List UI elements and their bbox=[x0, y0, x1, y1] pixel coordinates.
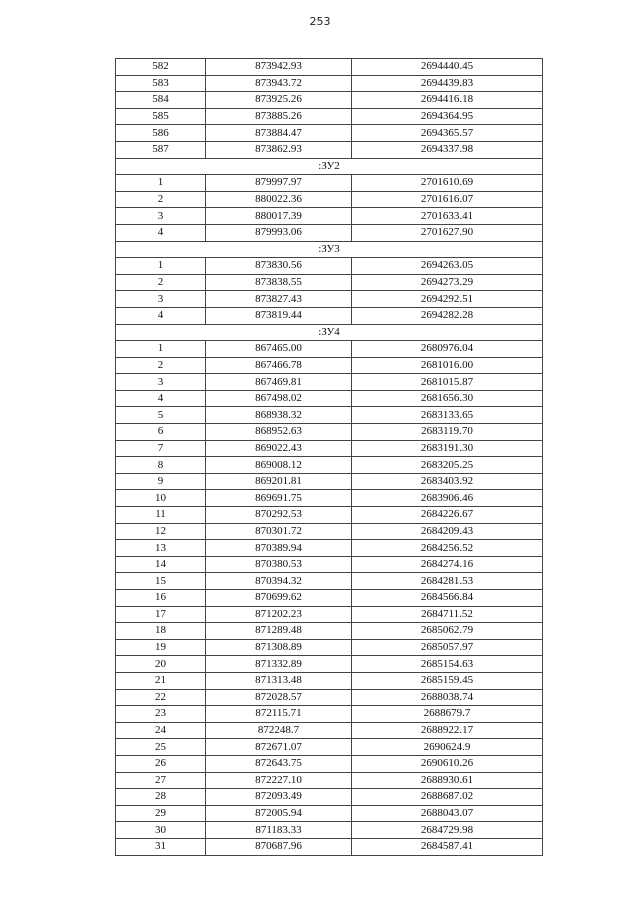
table-row bbox=[116, 191, 543, 208]
table-row bbox=[116, 291, 543, 308]
x-coordinate-cell: 873827.43 bbox=[206, 291, 352, 308]
x-coordinate-cell: 873885.26 bbox=[206, 108, 352, 125]
x-coordinate-cell: 869201.81 bbox=[206, 473, 352, 490]
table-row bbox=[116, 125, 543, 142]
table-row bbox=[116, 739, 543, 756]
table-row bbox=[116, 341, 543, 358]
point-number-cell: 584 bbox=[116, 92, 206, 109]
x-coordinate-cell: 873819.44 bbox=[206, 307, 352, 324]
x-coordinate-cell: 873838.55 bbox=[206, 274, 352, 291]
y-coordinate-cell: 2688930.61 bbox=[352, 772, 543, 789]
table-row bbox=[116, 208, 543, 225]
x-coordinate-cell: 872227.10 bbox=[206, 772, 352, 789]
coordinates-table bbox=[115, 58, 543, 856]
section-title: :ЗУ3 bbox=[116, 241, 543, 258]
y-coordinate-cell: 2683403.92 bbox=[352, 473, 543, 490]
x-coordinate-cell: 870301.72 bbox=[206, 523, 352, 540]
x-coordinate-cell: 869691.75 bbox=[206, 490, 352, 507]
point-number-cell: 24 bbox=[116, 722, 206, 739]
table-row bbox=[116, 175, 543, 192]
point-number-cell: 2 bbox=[116, 191, 206, 208]
table-row bbox=[116, 424, 543, 441]
point-number-cell: 12 bbox=[116, 523, 206, 540]
y-coordinate-cell: 2683205.25 bbox=[352, 457, 543, 474]
point-number-cell: 20 bbox=[116, 656, 206, 673]
x-coordinate-cell: 870394.32 bbox=[206, 573, 352, 590]
section-header-row bbox=[116, 241, 543, 258]
table-row bbox=[116, 789, 543, 806]
table-row bbox=[116, 639, 543, 656]
point-number-cell: 5 bbox=[116, 407, 206, 424]
coordinates-table-body bbox=[116, 59, 543, 856]
x-coordinate-cell: 880017.39 bbox=[206, 208, 352, 225]
y-coordinate-cell: 2701610.69 bbox=[352, 175, 543, 192]
point-number-cell: 31 bbox=[116, 838, 206, 855]
point-number-cell: 3 bbox=[116, 374, 206, 391]
point-number-cell: 3 bbox=[116, 208, 206, 225]
table-row bbox=[116, 224, 543, 241]
x-coordinate-cell: 870389.94 bbox=[206, 540, 352, 557]
table-row bbox=[116, 590, 543, 607]
point-number-cell: 583 bbox=[116, 75, 206, 92]
table-row bbox=[116, 374, 543, 391]
table-row bbox=[116, 258, 543, 275]
table-row bbox=[116, 440, 543, 457]
y-coordinate-cell: 2688679.7 bbox=[352, 706, 543, 723]
table-row bbox=[116, 772, 543, 789]
table-row bbox=[116, 274, 543, 291]
x-coordinate-cell: 867465.00 bbox=[206, 341, 352, 358]
table-row bbox=[116, 822, 543, 839]
x-coordinate-cell: 867498.02 bbox=[206, 390, 352, 407]
point-number-cell: 26 bbox=[116, 755, 206, 772]
point-number-cell: 587 bbox=[116, 141, 206, 158]
y-coordinate-cell: 2684729.98 bbox=[352, 822, 543, 839]
table-row bbox=[116, 838, 543, 855]
point-number-cell: 25 bbox=[116, 739, 206, 756]
y-coordinate-cell: 2694282.28 bbox=[352, 307, 543, 324]
y-coordinate-cell: 2694365.57 bbox=[352, 125, 543, 142]
point-number-cell: 17 bbox=[116, 606, 206, 623]
point-number-cell: 2 bbox=[116, 274, 206, 291]
y-coordinate-cell: 2690624.9 bbox=[352, 739, 543, 756]
table-row bbox=[116, 75, 543, 92]
x-coordinate-cell: 867466.78 bbox=[206, 357, 352, 374]
x-coordinate-cell: 871332.89 bbox=[206, 656, 352, 673]
y-coordinate-cell: 2684711.52 bbox=[352, 606, 543, 623]
y-coordinate-cell: 2681656.30 bbox=[352, 390, 543, 407]
y-coordinate-cell: 2694364.95 bbox=[352, 108, 543, 125]
x-coordinate-cell: 871202.23 bbox=[206, 606, 352, 623]
table-row bbox=[116, 490, 543, 507]
y-coordinate-cell: 2684226.67 bbox=[352, 507, 543, 524]
point-number-cell: 4 bbox=[116, 307, 206, 324]
x-coordinate-cell: 871183.33 bbox=[206, 822, 352, 839]
x-coordinate-cell: 870380.53 bbox=[206, 556, 352, 573]
x-coordinate-cell: 872115.71 bbox=[206, 706, 352, 723]
y-coordinate-cell: 2685057.97 bbox=[352, 639, 543, 656]
point-number-cell: 13 bbox=[116, 540, 206, 557]
table-row bbox=[116, 523, 543, 540]
table-row bbox=[116, 59, 543, 76]
point-number-cell: 30 bbox=[116, 822, 206, 839]
table-row bbox=[116, 672, 543, 689]
y-coordinate-cell: 2694439.83 bbox=[352, 75, 543, 92]
x-coordinate-cell: 871308.89 bbox=[206, 639, 352, 656]
table-row bbox=[116, 457, 543, 474]
y-coordinate-cell: 2694337.98 bbox=[352, 141, 543, 158]
point-number-cell: 4 bbox=[116, 390, 206, 407]
x-coordinate-cell: 872093.49 bbox=[206, 789, 352, 806]
x-coordinate-cell: 873925.26 bbox=[206, 92, 352, 109]
x-coordinate-cell: 871289.48 bbox=[206, 623, 352, 640]
y-coordinate-cell: 2681015.87 bbox=[352, 374, 543, 391]
y-coordinate-cell: 2684209.43 bbox=[352, 523, 543, 540]
table-row bbox=[116, 473, 543, 490]
y-coordinate-cell: 2690610.26 bbox=[352, 755, 543, 772]
table-row bbox=[116, 141, 543, 158]
point-number-cell: 29 bbox=[116, 805, 206, 822]
point-number-cell: 1 bbox=[116, 258, 206, 275]
y-coordinate-cell: 2694273.29 bbox=[352, 274, 543, 291]
y-coordinate-cell: 2688922.17 bbox=[352, 722, 543, 739]
y-coordinate-cell: 2680976.04 bbox=[352, 341, 543, 358]
x-coordinate-cell: 870292.53 bbox=[206, 507, 352, 524]
x-coordinate-cell: 872643.75 bbox=[206, 755, 352, 772]
section-header-row bbox=[116, 324, 543, 341]
point-number-cell: 16 bbox=[116, 590, 206, 607]
y-coordinate-cell: 2683133.65 bbox=[352, 407, 543, 424]
y-coordinate-cell: 2694440.45 bbox=[352, 59, 543, 76]
table-row bbox=[116, 805, 543, 822]
table-row bbox=[116, 573, 543, 590]
table-row bbox=[116, 92, 543, 109]
y-coordinate-cell: 2684274.16 bbox=[352, 556, 543, 573]
table-row bbox=[116, 706, 543, 723]
y-coordinate-cell: 2681016.00 bbox=[352, 357, 543, 374]
table-row bbox=[116, 623, 543, 640]
x-coordinate-cell: 872671.07 bbox=[206, 739, 352, 756]
x-coordinate-cell: 870687.96 bbox=[206, 838, 352, 855]
y-coordinate-cell: 2694416.18 bbox=[352, 92, 543, 109]
point-number-cell: 21 bbox=[116, 672, 206, 689]
point-number-cell: 2 bbox=[116, 357, 206, 374]
y-coordinate-cell: 2684566.84 bbox=[352, 590, 543, 607]
point-number-cell: 8 bbox=[116, 457, 206, 474]
point-number-cell: 1 bbox=[116, 341, 206, 358]
x-coordinate-cell: 873942.93 bbox=[206, 59, 352, 76]
y-coordinate-cell: 2688043.07 bbox=[352, 805, 543, 822]
x-coordinate-cell: 879997.97 bbox=[206, 175, 352, 192]
y-coordinate-cell: 2684587.41 bbox=[352, 838, 543, 855]
point-number-cell: 586 bbox=[116, 125, 206, 142]
point-number-cell: 7 bbox=[116, 440, 206, 457]
point-number-cell: 27 bbox=[116, 772, 206, 789]
point-number-cell: 19 bbox=[116, 639, 206, 656]
y-coordinate-cell: 2683191.30 bbox=[352, 440, 543, 457]
x-coordinate-cell: 872028.57 bbox=[206, 689, 352, 706]
x-coordinate-cell: 873884.47 bbox=[206, 125, 352, 142]
y-coordinate-cell: 2701633.41 bbox=[352, 208, 543, 225]
x-coordinate-cell: 873830.56 bbox=[206, 258, 352, 275]
y-coordinate-cell: 2683906.46 bbox=[352, 490, 543, 507]
y-coordinate-cell: 2683119.70 bbox=[352, 424, 543, 441]
point-number-cell: 28 bbox=[116, 789, 206, 806]
y-coordinate-cell: 2688687.02 bbox=[352, 789, 543, 806]
x-coordinate-cell: 869008.12 bbox=[206, 457, 352, 474]
point-number-cell: 1 bbox=[116, 175, 206, 192]
table-row bbox=[116, 689, 543, 706]
table-row bbox=[116, 507, 543, 524]
table-row bbox=[116, 722, 543, 739]
point-number-cell: 582 bbox=[116, 59, 206, 76]
point-number-cell: 22 bbox=[116, 689, 206, 706]
y-coordinate-cell: 2685062.79 bbox=[352, 623, 543, 640]
point-number-cell: 6 bbox=[116, 424, 206, 441]
table-row bbox=[116, 656, 543, 673]
x-coordinate-cell: 872248.7 bbox=[206, 722, 352, 739]
point-number-cell: 9 bbox=[116, 473, 206, 490]
x-coordinate-cell: 879993.06 bbox=[206, 224, 352, 241]
table-row bbox=[116, 307, 543, 324]
y-coordinate-cell: 2701627.90 bbox=[352, 224, 543, 241]
page-number: 253 bbox=[309, 15, 331, 28]
point-number-cell: 11 bbox=[116, 507, 206, 524]
point-number-cell: 4 bbox=[116, 224, 206, 241]
x-coordinate-cell: 867469.81 bbox=[206, 374, 352, 391]
x-coordinate-cell: 872005.94 bbox=[206, 805, 352, 822]
x-coordinate-cell: 873862.93 bbox=[206, 141, 352, 158]
point-number-cell: 3 bbox=[116, 291, 206, 308]
x-coordinate-cell: 880022.36 bbox=[206, 191, 352, 208]
point-number-cell: 15 bbox=[116, 573, 206, 590]
x-coordinate-cell: 870699.62 bbox=[206, 590, 352, 607]
point-number-cell: 18 bbox=[116, 623, 206, 640]
y-coordinate-cell: 2694292.51 bbox=[352, 291, 543, 308]
y-coordinate-cell: 2694263.05 bbox=[352, 258, 543, 275]
x-coordinate-cell: 868938.32 bbox=[206, 407, 352, 424]
table-row bbox=[116, 390, 543, 407]
table-row bbox=[116, 540, 543, 557]
y-coordinate-cell: 2701616.07 bbox=[352, 191, 543, 208]
table-row bbox=[116, 606, 543, 623]
table-row bbox=[116, 357, 543, 374]
point-number-cell: 585 bbox=[116, 108, 206, 125]
table-row bbox=[116, 556, 543, 573]
y-coordinate-cell: 2684256.52 bbox=[352, 540, 543, 557]
table-row bbox=[116, 407, 543, 424]
x-coordinate-cell: 873943.72 bbox=[206, 75, 352, 92]
point-number-cell: 10 bbox=[116, 490, 206, 507]
section-title: :ЗУ2 bbox=[116, 158, 543, 175]
y-coordinate-cell: 2685154.63 bbox=[352, 656, 543, 673]
point-number-cell: 23 bbox=[116, 706, 206, 723]
table-row bbox=[116, 108, 543, 125]
x-coordinate-cell: 868952.63 bbox=[206, 424, 352, 441]
section-header-row bbox=[116, 158, 543, 175]
x-coordinate-cell: 871313.48 bbox=[206, 672, 352, 689]
y-coordinate-cell: 2684281.53 bbox=[352, 573, 543, 590]
y-coordinate-cell: 2685159.45 bbox=[352, 672, 543, 689]
section-title: :ЗУ4 bbox=[116, 324, 543, 341]
x-coordinate-cell: 869022.43 bbox=[206, 440, 352, 457]
table-row bbox=[116, 755, 543, 772]
point-number-cell: 14 bbox=[116, 556, 206, 573]
y-coordinate-cell: 2688038.74 bbox=[352, 689, 543, 706]
